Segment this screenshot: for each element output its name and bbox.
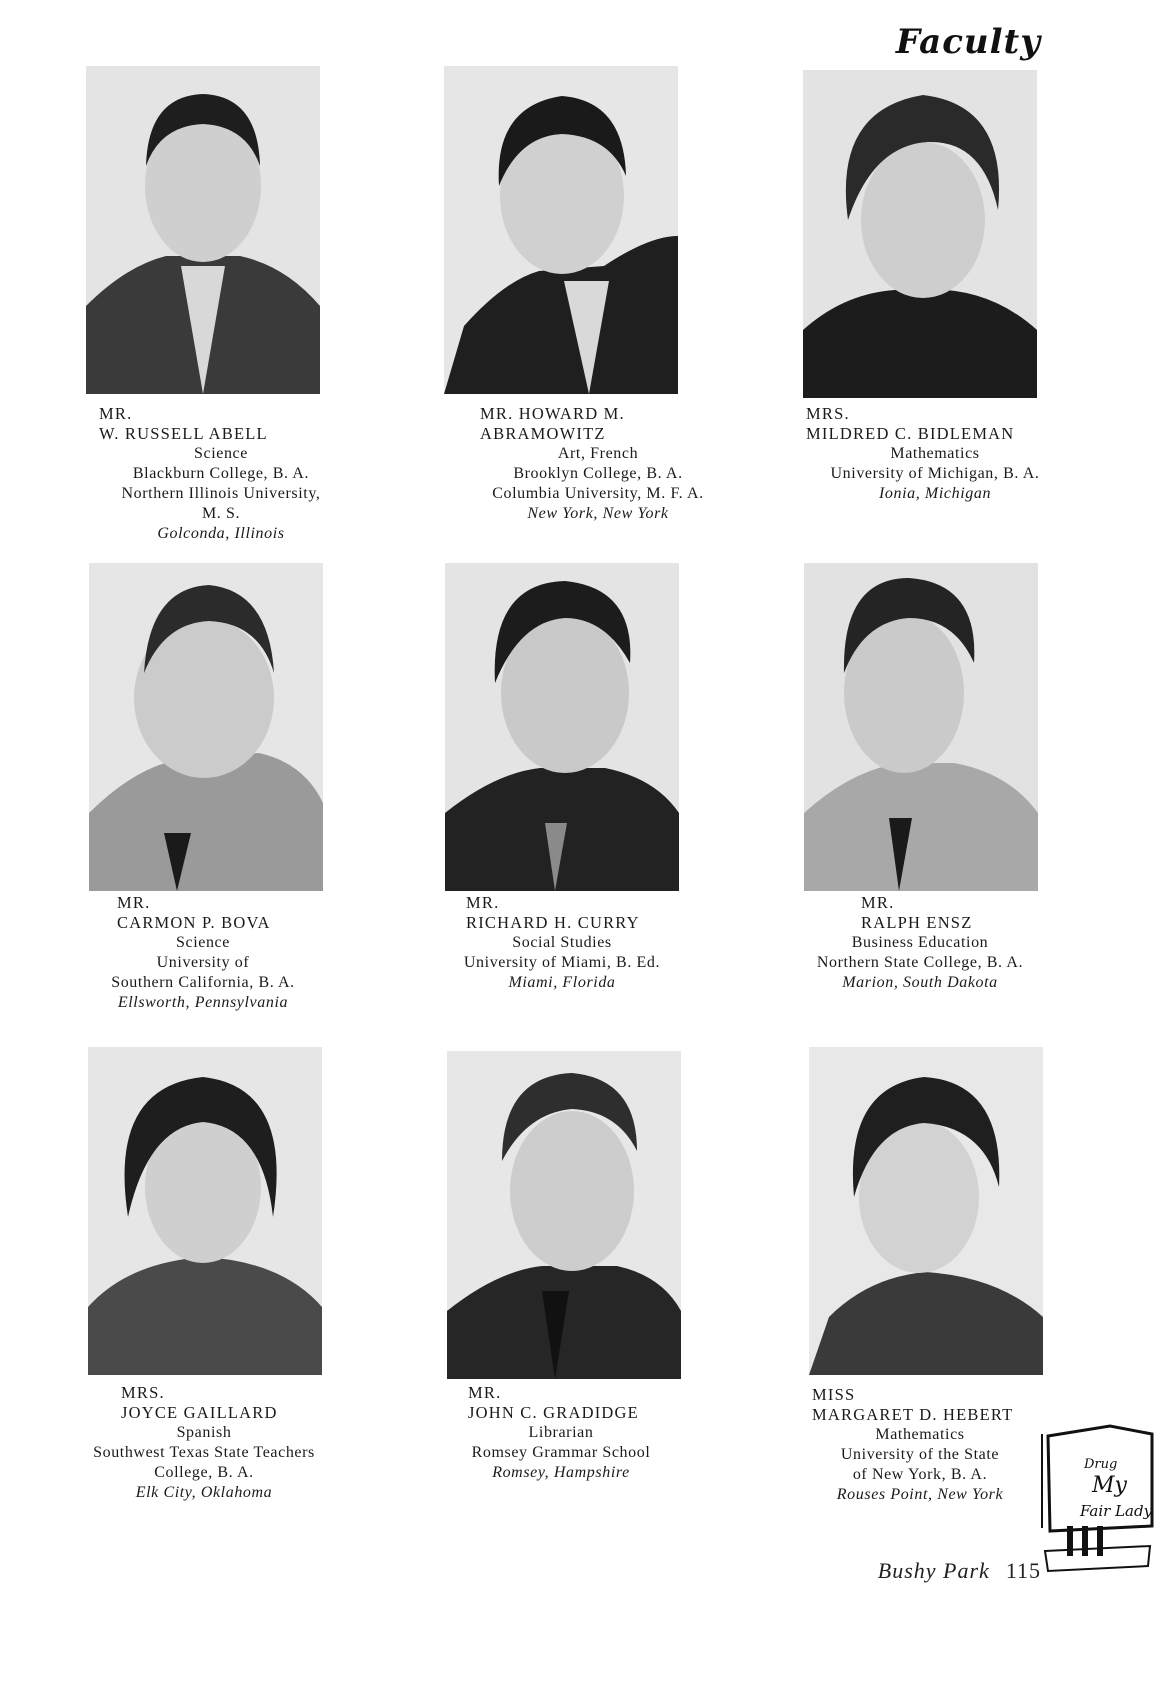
margin-doodle-sketch (1040, 1416, 1159, 1576)
faculty-education: M. S. (201, 505, 241, 522)
faculty-hometown: New York, New York (527, 505, 669, 522)
faculty-name: MARGARET D. HEBERT (812, 1405, 1014, 1424)
faculty-education: Northern Illinois University, (121, 485, 321, 502)
faculty-caption-bova (53, 893, 353, 1013)
faculty-name: JOHN C. GRADIDGE (468, 1403, 639, 1422)
faculty-caption-ensz (770, 893, 1070, 993)
faculty-hometown: Miami, Florida (508, 974, 616, 991)
faculty-title: MISS (812, 1385, 856, 1404)
faculty-education: University of Miami, B. Ed. (463, 954, 661, 971)
faculty-hometown: Ellsworth, Pennsylvania (117, 994, 289, 1011)
faculty-photo-bova (89, 563, 323, 891)
faculty-education: University of (156, 954, 250, 971)
faculty-title: MRS. (806, 404, 850, 423)
faculty-title: MR. (468, 1383, 502, 1402)
faculty-hometown: Ionia, Michigan (878, 485, 992, 502)
faculty-title: MRS. (121, 1383, 165, 1402)
faculty-photo-curry (445, 563, 679, 891)
faculty-caption-abell (71, 404, 371, 544)
faculty-name: W. RUSSELL ABELL (99, 424, 268, 443)
faculty-education: University of the State (840, 1446, 1000, 1463)
doodle-line1: Drug (1084, 1457, 1118, 1472)
faculty-hometown: Golconda, Illinois (157, 525, 285, 542)
faculty-subject: Mathematics (890, 445, 980, 462)
faculty-photo-bidleman (803, 70, 1037, 398)
faculty-education: College, B. A. (154, 1464, 254, 1481)
faculty-caption-hebert (770, 1385, 1070, 1505)
faculty-caption-gradidge (411, 1383, 711, 1483)
doodle-line3: Fair Lady (1080, 1502, 1153, 1520)
faculty-hometown: Marion, South Dakota (842, 974, 998, 991)
faculty-education: Southwest Texas State Teachers (93, 1444, 315, 1461)
doodle-line2: My (1092, 1473, 1127, 1498)
faculty-subject: Librarian (528, 1424, 594, 1441)
faculty-title: MR. HOWARD M. (480, 404, 625, 423)
faculty-education: Northern State College, B. A. (816, 954, 1024, 971)
faculty-photo-abell (86, 66, 320, 394)
faculty-photo-hebert (809, 1047, 1043, 1375)
faculty-name: RALPH ENSZ (861, 913, 973, 932)
faculty-name: ABRAMOWITZ (480, 424, 606, 443)
faculty-caption-abramowitz (448, 404, 748, 524)
publication-name: Bushy Park (877, 1558, 990, 1583)
faculty-name: CARMON P. BOVA (117, 913, 271, 932)
faculty-title: MR. (861, 893, 895, 912)
faculty-hometown: Romsey, Hampshire (492, 1464, 630, 1481)
faculty-education: University of Michigan, B. A. (830, 465, 1040, 482)
faculty-subject: Art, French (557, 445, 639, 462)
page-number: 115 (1005, 1558, 1041, 1583)
faculty-education: Romsey Grammar School (471, 1444, 651, 1461)
faculty-title: MR. (466, 893, 500, 912)
faculty-education: Columbia University, M. F. A. (492, 485, 704, 502)
faculty-subject: Spanish (176, 1424, 232, 1441)
page-section-title: Faculty (895, 22, 1041, 62)
faculty-subject: Science (176, 934, 230, 951)
faculty-education: Brooklyn College, B. A. (513, 465, 683, 482)
page-footer (878, 1558, 1041, 1584)
faculty-caption-bidleman (770, 404, 1100, 504)
faculty-title: MR. (99, 404, 133, 423)
faculty-education: of New York, B. A. (852, 1466, 988, 1483)
faculty-hometown: Rouses Point, New York (836, 1486, 1004, 1503)
faculty-caption-curry (412, 893, 712, 993)
faculty-subject: Science (194, 445, 248, 462)
faculty-photo-gaillard (88, 1047, 322, 1375)
faculty-photo-ensz (804, 563, 1038, 891)
faculty-name: MILDRED C. BIDLEMAN (806, 424, 1015, 443)
faculty-name: RICHARD H. CURRY (466, 913, 640, 932)
faculty-name: JOYCE GAILLARD (121, 1403, 278, 1422)
faculty-photo-gradidge (447, 1051, 681, 1379)
faculty-subject: Mathematics (875, 1426, 965, 1443)
faculty-caption-gaillard (54, 1383, 354, 1503)
faculty-subject: Business Education (851, 934, 989, 951)
faculty-education: Blackburn College, B. A. (132, 465, 310, 482)
faculty-subject: Social Studies (512, 934, 612, 951)
faculty-title: MR. (117, 893, 151, 912)
faculty-photo-abramowitz (444, 66, 678, 394)
faculty-education: Southern California, B. A. (111, 974, 295, 991)
faculty-hometown: Elk City, Oklahoma (135, 1484, 273, 1501)
